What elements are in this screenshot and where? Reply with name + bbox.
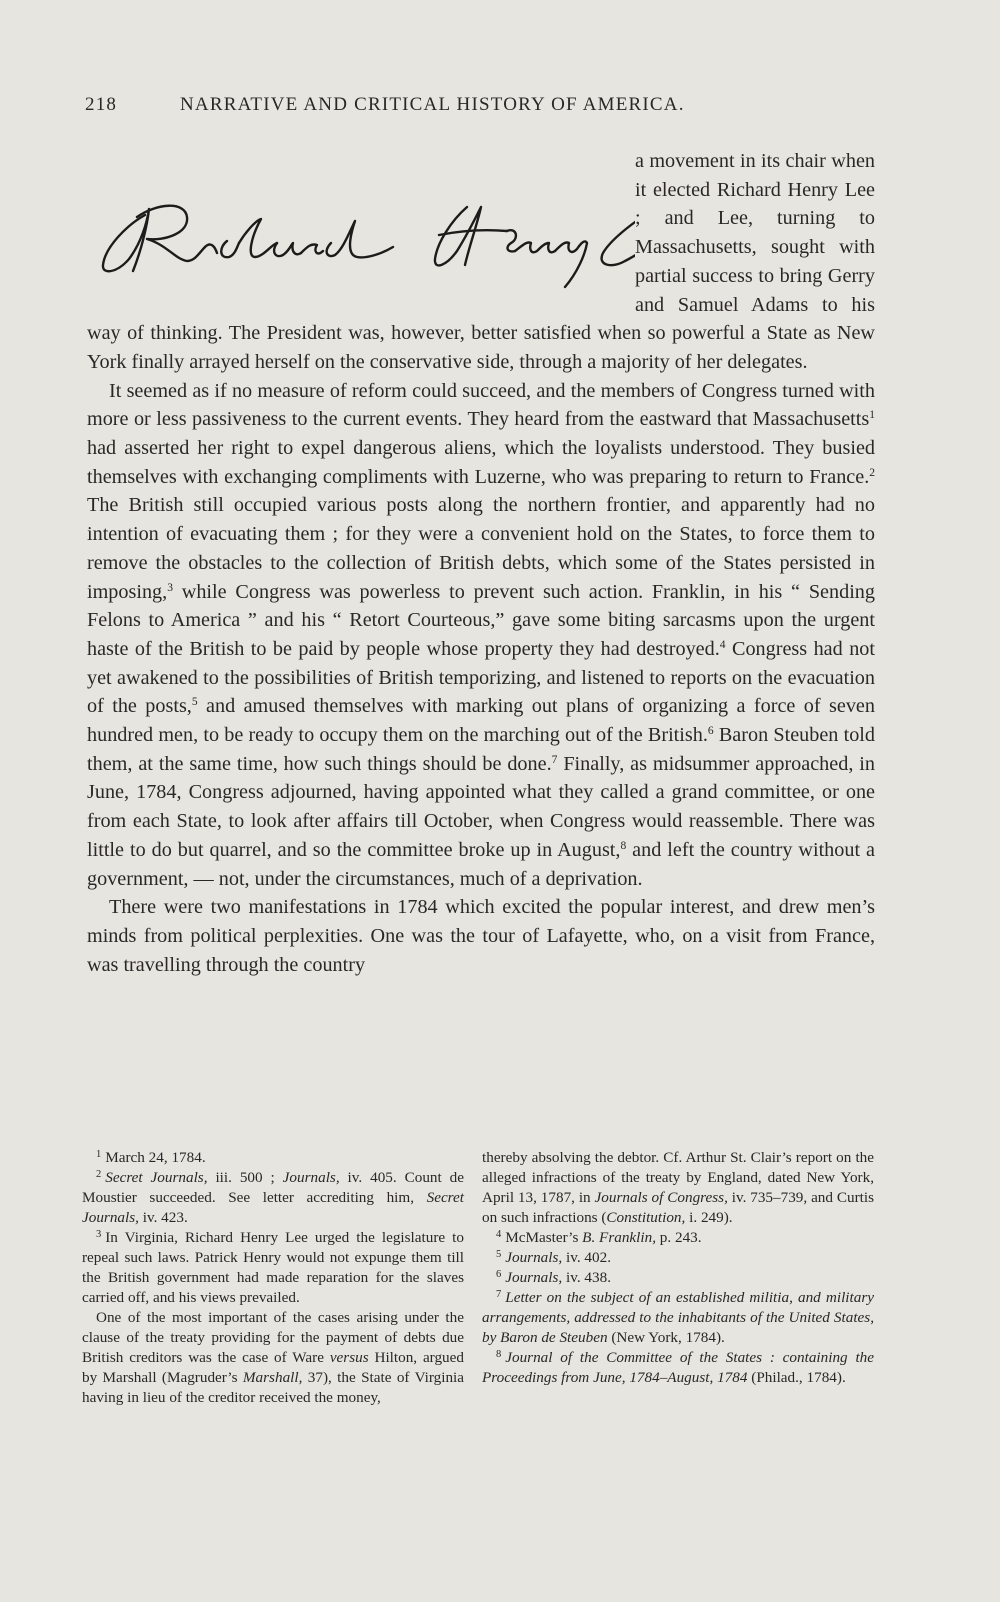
signature-richard-henry-lee bbox=[87, 147, 635, 319]
footnotes-left-column bbox=[82, 1148, 464, 1408]
paragraph-2: It seemed as if no measure of reform could succeed, and the members of Congress turned with more or less passiveness to the current events. They heard from the eastward that Massachusetts$^1$ had asserted her right to expel dangerous aliens, which the loyalists understood. They busied themselves with exchanging compliments with Luzerne, who was preparing to return to France.$^2$ The British still occupied various posts along the northern frontier, and apparently had no intention of evacuating them ; for they were a convenient hold on the States, to force them to remove the obstacles to the collection of British debts, which some of the States persisted in imposing,$^3$ while Congress was powerless to prevent such action. Franklin, in his “ Sending Felons to America ” and his “ Retort Courteous,” gave some biting sarcasms upon the urgent haste of the British to be paid by people whose property they had destroyed.$^4$ Congress had not yet awakened to the possibilities of British temporizing, and listened to reports on the evacuation of the posts,$^5$ and amused themselves with marking out plans of organizing a force of seven hundred men, to be ready to occupy them on the marching out of the British.$^6$ Baron Steuben told them, at the same time, how such things should be done.$^7$ Finally, as midsummer approached, in June, 1784, Congress adjourned, having appointed what they called a grand committee, or one from each State, to look after affairs till October, when Congress would reassemble. There was little to do but quarrel, and so the committee broke up in August,$^8$ and left the country without a government, — not, under the circumstances, much of a deprivation. bbox=[87, 379, 876, 890]
footnote-6: $^6$ Journals, iv. 438. bbox=[496, 1269, 611, 1286]
paragraph-1: a movement in its chair when it elected Richard Henry Lee ; and Lee, turning to Massachusetts, sought with partial success to bring Gerry and Samuel Adams to his way of thinking. The President was, however, better satisfied when so powerful a State as New York finally arrayed herself on the conservative side, through a majority of her delegates. bbox=[87, 147, 875, 377]
footnotes-right-column bbox=[482, 1148, 874, 1388]
footnote-2: $^2$ Secret Journals, iii. 500 ; Journals, iv. 405. Count de Moustier succeeded. See letter accrediting him, Secret Journals, iv. 423. bbox=[82, 1169, 464, 1226]
footnote-ref: 7 bbox=[551, 753, 558, 766]
running-title: NARRATIVE AND CRITICAL HISTORY OF AMERICA. bbox=[180, 94, 685, 115]
footnote-8: $^8$ Journal of the Committee of the States : containing the Proceedings from June, 1784–August, 1784 (Philad., 1784). bbox=[482, 1349, 874, 1386]
page-number: 218 bbox=[85, 94, 118, 115]
footnote-ref: 8 bbox=[620, 839, 627, 852]
footnote-ref: 6 bbox=[707, 725, 714, 738]
footnote-7: $^7$ Letter on the subject of an established militia, and military arrangements, addressed to the inhabitants of the United States, by Baron de Steuben (New York, 1784). bbox=[482, 1289, 874, 1346]
footnote-3: $^3$ In Virginia, Richard Henry Lee urged the legislature to repeal such laws. Patrick Henry would not expunge them till the British government had made reparation for the slaves carried off, and his views prevailed. bbox=[82, 1229, 464, 1306]
footnote-ref: 2 bbox=[869, 466, 875, 479]
footnote-1: $^1$ March 24, 1784. bbox=[96, 1149, 206, 1166]
paragraph-3: There were two manifestations in 1784 which excited the popular interest, and drew men’s minds from political perplexities. One was the tour of Lafayette, who, on a visit from France, was travelling through the country bbox=[87, 896, 875, 976]
footnote-ref: 1 bbox=[869, 409, 875, 422]
footnote-3-continued: One of the most important of the cases arising under the clause of the treaty providing for the payment of debts due British creditors was the case of Ware versus Hilton, argued by Marshall (Magruder’s Marshall, 37), the State of Virginia having in lieu of the creditor received the money, bbox=[82, 1309, 464, 1406]
footnote-5: $^5$ Journals, iv. 402. bbox=[496, 1249, 611, 1266]
footnote-ref: 5 bbox=[191, 696, 198, 709]
footnote-3-end: thereby absolving the debtor. Cf. Arthur St. Clair’s report on the alleged infractions of the treaty by England, dated New York, April 13, 1787, in Journals of Congress, iv. 735–739, and Curtis on such infractions (Constitution, i. 249). bbox=[482, 1149, 875, 1226]
footnote-ref: 3 bbox=[167, 581, 173, 594]
signature-figure bbox=[87, 147, 635, 319]
page-header bbox=[85, 94, 875, 124]
footnote-ref: 4 bbox=[719, 638, 726, 651]
main-text bbox=[87, 147, 875, 979]
footnote-4: $^4$ McMaster’s B. Franklin, p. 243. bbox=[496, 1229, 702, 1246]
